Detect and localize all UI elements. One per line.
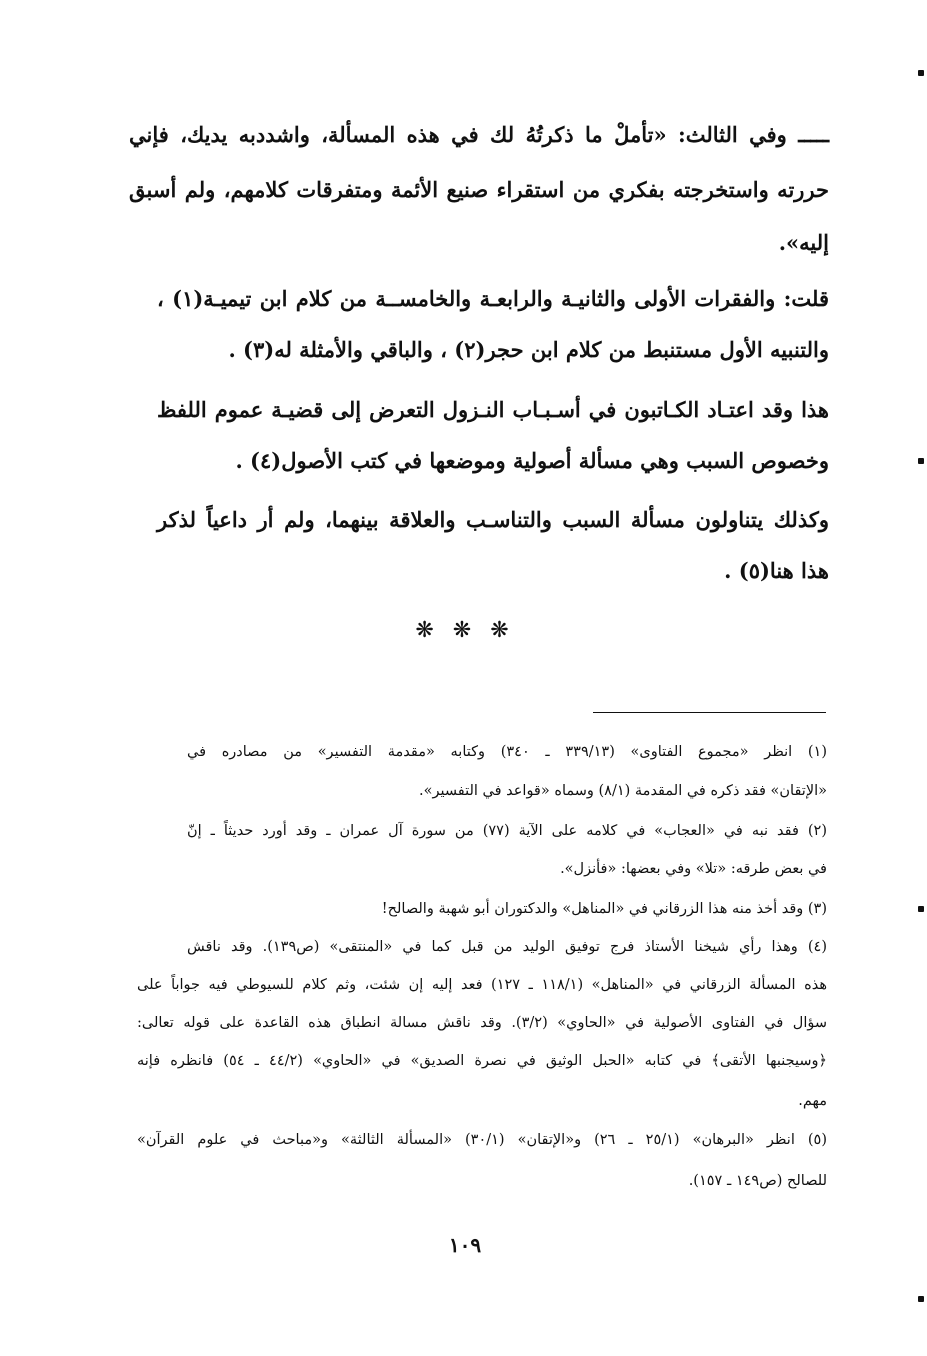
page-number: ١٠٩ — [448, 1233, 482, 1257]
scan-margin-mark — [918, 458, 924, 464]
footnote-line: (١) انظر «مجموع الفتاوى» (٣٣٩/١٣ ـ ٣٤٠) وكتابه «مقدمة التفسير» من مصادره في — [187, 744, 828, 760]
footnote-line: مهم. — [798, 1093, 827, 1109]
body-line: قلت: والفقرات الأولى والثانيـة والرابعـة والخامســة من كلام ابن تيميـة(١) ، — [157, 286, 829, 311]
footnote-line: (٣) وقد أخذ منه هذا الزرقاني في «المناهل» والدكتوران أبو شهبة والصالح! — [381, 901, 827, 917]
scan-margin-mark — [918, 1296, 924, 1302]
footnote-line: (٥) انظر «البرهان» (٢٥/١ ـ ٢٦) و«الإتقان» (٣٠/١) «المسألة الثالثة» و«مباحث في علوم القرآن» — [137, 1132, 828, 1148]
footnote-line: (٤) وهذا رأي شيخنا الأستاذ فرج توفيق الوليد من قبل كما في «المنتقى» (ص١٣٩). وقد ناقش — [187, 939, 827, 955]
footnote-line: «الإتقان» فقد ذكره في المقدمة (٨/١) وسماه «قواعد في التفسير». — [418, 783, 827, 799]
footnote-line: (٢) فقد نبه في «العجاب» في كلامه على الآية (٧٧) من سورة آل عمران ـ وقد أورد حديثاً ـ إنّ — [187, 823, 827, 839]
body-line: ـــــ وفي الثالث: «تأملْ ما ذكرتُهُ لك في هذه المسألة، واشددبه يديك، فإني — [129, 122, 829, 147]
footnote-line: ﴿وسيجنبها الأتقى﴾ في كتابه «الحبل الوثيق في نصرة الصديق» في «الحاوي» (٤٤/٢ ـ ٥٤) فانظره فإنه — [137, 1053, 827, 1069]
footnote-line: سؤال في الفتاوى الأصولية في «الحاوي» (٣/٢). وقد ناقش مسالة انطباق هذه القاعدة على قوله تعالى: — [137, 1015, 827, 1031]
section-separator: ❋ ❋ ❋ — [415, 618, 515, 643]
body-line: وكذلك يتناولون مسألة السبب والتناسـب والعلاقة بينهما، ولم أر داعياً لذكر — [157, 507, 829, 532]
body-line: حررته واستخرجته بفكري من استقراء صنيع الأئمة ومتفرقات كلامهم، ولم أسبق — [129, 177, 829, 202]
footnote-line: في بعض طرقه: «تلا» وفي بعضها: «فأنزل». — [560, 861, 827, 877]
scan-margin-mark — [918, 70, 924, 76]
body-line: إليه». — [778, 230, 829, 255]
footnote-line: هذه المسألة الزرقاني في «المناهل» (١١٨/١ ـ ١٢٧) فعد إليه إن شئت، وثم كلام للسيوطي فيه جواباً على — [137, 977, 827, 993]
footnote-line: للصالح (ص١٤٩ ـ ١٥٧). — [688, 1173, 827, 1189]
footnote-divider — [593, 712, 826, 713]
scan-margin-mark — [918, 906, 924, 912]
body-line: وخصوص السبب وهي مسألة أصولية وموضعها في كتب الأصول(٤) . — [235, 448, 829, 473]
body-line: هذا وقد اعتـاد الكـاتبون في أسـبـاب النـزول التعرض إلى قضيـة عموم اللفظ — [157, 397, 829, 422]
body-line: هذا هنا(٥) . — [724, 558, 829, 583]
body-line: والتنبيه الأول مستنبط من كلام ابن حجر(٢) ، والباقي والأمثلة له(٣) . — [228, 337, 829, 362]
